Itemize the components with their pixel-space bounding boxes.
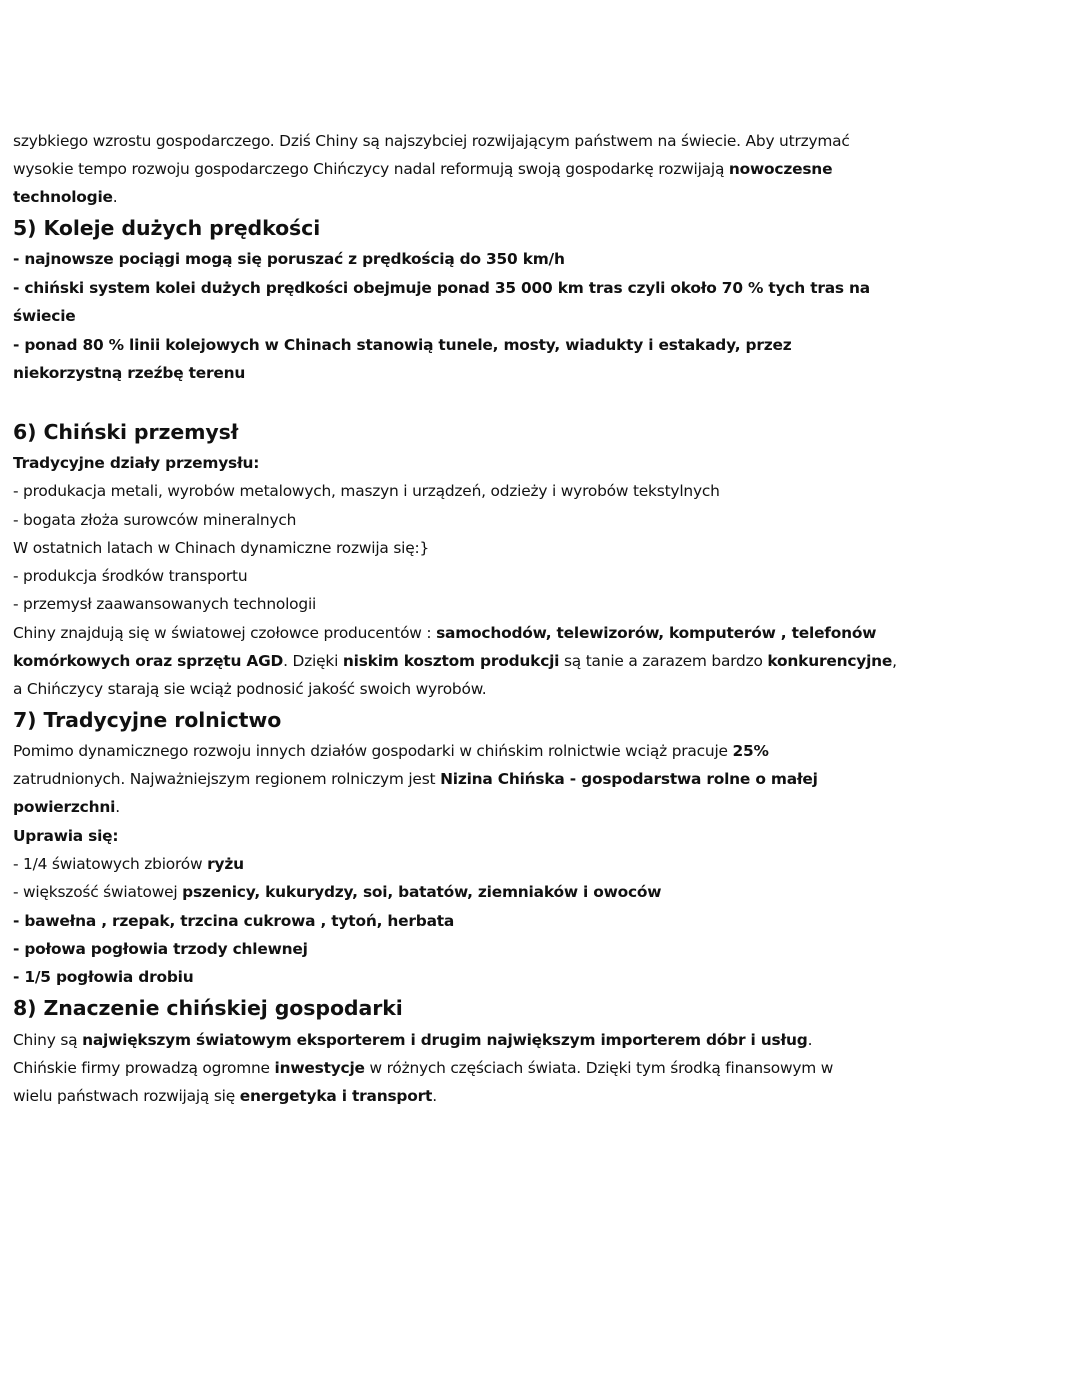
text-segment: zatrudnionych. Najważniejszym regionem rolniczym jest bbox=[13, 770, 441, 788]
text-line bbox=[13, 186, 118, 208]
bold-text: Nizina Chińska - gospodarstwa rolne o małej bbox=[440, 770, 818, 788]
text-line bbox=[13, 966, 194, 988]
text-segment: . bbox=[432, 1087, 437, 1105]
text-line bbox=[13, 768, 818, 790]
text-segment: - 1/4 światowych zbiorów bbox=[13, 855, 208, 873]
text-line bbox=[13, 881, 661, 903]
bold-text: - bawełna , rzepak, trzcina cukrowa , tytoń, herbata bbox=[13, 912, 455, 930]
text-line bbox=[13, 796, 120, 818]
bold-text: największym światowym eksporterem i drugim największym importerem dóbr i usług bbox=[82, 1031, 808, 1049]
text-segment: wielu państwach rozwijają się bbox=[13, 1087, 240, 1105]
text-line bbox=[13, 910, 454, 932]
text-line bbox=[13, 1029, 812, 1051]
text-line bbox=[13, 593, 316, 615]
text-line bbox=[13, 1057, 833, 1079]
bold-text: niekorzystną rzeźbę terenu bbox=[13, 364, 246, 382]
text-segment: Chińskie firmy prowadzą ogromne bbox=[13, 1059, 275, 1077]
text-line bbox=[13, 158, 832, 180]
text-segment: w różnych częściach świata. Dzięki tym środką finansowym w bbox=[364, 1059, 834, 1077]
section-heading bbox=[13, 994, 403, 1022]
bold-text: komórkowych oraz sprzętu AGD bbox=[13, 652, 284, 670]
bold-text: - 1/5 pogłowia drobiu bbox=[13, 968, 194, 986]
text-segment: szybkiego wzrostu gospodarczego. Dziś Chiny są najszybciej rozwijającym państwem na świecie. Aby utrzymać bbox=[13, 132, 850, 150]
bold-text: niskim kosztom produkcji bbox=[342, 652, 560, 670]
text-line bbox=[13, 362, 245, 384]
text-line bbox=[13, 480, 720, 502]
bold-text: ryżu bbox=[207, 855, 244, 873]
bold-text: 5) Koleje dużych prędkości bbox=[13, 216, 321, 240]
text-segment: W ostatnich latach w Chinach dynamiczne rozwija się:} bbox=[13, 539, 430, 557]
bold-text: pszenicy, kukurydzy, soi, batatów, ziemniaków i owoców bbox=[182, 883, 662, 901]
bold-text: 7) Tradycyjne rolnictwo bbox=[13, 708, 282, 732]
text-segment: . bbox=[807, 1031, 813, 1049]
bold-text: - ponad 80 % linii kolejowych w Chinach stanowią tunele, mosty, wiadukty i estakady, przez bbox=[13, 336, 792, 354]
text-line bbox=[13, 509, 296, 531]
text-line bbox=[13, 1085, 437, 1107]
bold-text: nowoczesne bbox=[728, 160, 833, 178]
text-segment: Chiny są bbox=[13, 1031, 83, 1049]
text-segment: . bbox=[112, 188, 118, 206]
text-segment: Chiny znajdują się w światowej czołowce producentów : bbox=[13, 624, 437, 642]
text-line bbox=[13, 277, 870, 299]
text-segment: a Chińczycy starają sie wciąż podnosić jakość swoich wyrobów. bbox=[13, 680, 487, 698]
bold-text: Tradycyjne działy przemysłu: bbox=[13, 454, 260, 472]
text-segment: - bogata złoża surowców mineralnych bbox=[13, 511, 297, 529]
text-line bbox=[13, 305, 76, 327]
text-line bbox=[13, 537, 429, 559]
text-segment: - większość światowej bbox=[13, 883, 183, 901]
text-segment: Pomimo dynamicznego rozwoju innych działów gospodarki w chińskim rolnictwie wciąż pracuje bbox=[13, 742, 733, 760]
text-line bbox=[13, 565, 247, 587]
text-line bbox=[13, 938, 308, 960]
bold-text: - połowa pogłowia trzody chlewnej bbox=[13, 940, 308, 958]
bold-text: samochodów, telewizorów, komputerów , telefonów bbox=[436, 624, 877, 642]
text-segment: . bbox=[115, 798, 120, 816]
text-segment: są tanie a zarazem bardzo bbox=[559, 652, 768, 670]
text-line bbox=[13, 334, 791, 356]
bold-text: świecie bbox=[13, 307, 76, 325]
text-segment: , bbox=[892, 652, 897, 670]
text-line bbox=[13, 130, 850, 152]
bold-text: 6) Chiński przemysł bbox=[13, 420, 239, 444]
bold-text: 25% bbox=[732, 742, 769, 760]
text-line bbox=[13, 248, 565, 270]
bold-text: - najnowsze pociągi mogą się poruszać z prędkością do 350 km/h bbox=[13, 250, 565, 268]
text-segment: . Dzięki bbox=[283, 652, 343, 670]
bold-text: Uprawia się: bbox=[13, 827, 119, 845]
text-line bbox=[13, 678, 486, 700]
bold-text: technologie bbox=[13, 188, 113, 206]
section-heading bbox=[13, 418, 238, 446]
text-line bbox=[13, 740, 769, 762]
bold-text: powierzchni bbox=[13, 798, 116, 816]
text-segment: - przemysł zaawansowanych technologii bbox=[13, 595, 317, 613]
bold-text: energetyka i transport bbox=[239, 1087, 433, 1105]
section-heading bbox=[13, 214, 320, 242]
section-heading bbox=[13, 706, 281, 734]
text-line bbox=[13, 452, 259, 474]
text-segment: - produkacja metali, wyrobów metalowych, maszyn i urządzeń, odzieży i wyrobów tekstylnych bbox=[13, 482, 720, 500]
text-line bbox=[13, 825, 118, 847]
text-segment: wysokie tempo rozwoju gospodarczego Chińczycy nadal reformują swoją gospodarkę rozwijają bbox=[13, 160, 729, 178]
text-line bbox=[13, 622, 876, 644]
text-line bbox=[13, 853, 244, 875]
text-segment: - produkcja środków transportu bbox=[13, 567, 248, 585]
bold-text: - chiński system kolei dużych prędkości obejmuje ponad 35 000 km tras czyli około 70 % tych tras na bbox=[13, 279, 870, 297]
bold-text: konkurencyjne bbox=[767, 652, 893, 670]
text-line bbox=[13, 650, 897, 672]
bold-text: inwestycje bbox=[274, 1059, 365, 1077]
bold-text: 8) Znaczenie chińskiej gospodarki bbox=[13, 996, 403, 1020]
